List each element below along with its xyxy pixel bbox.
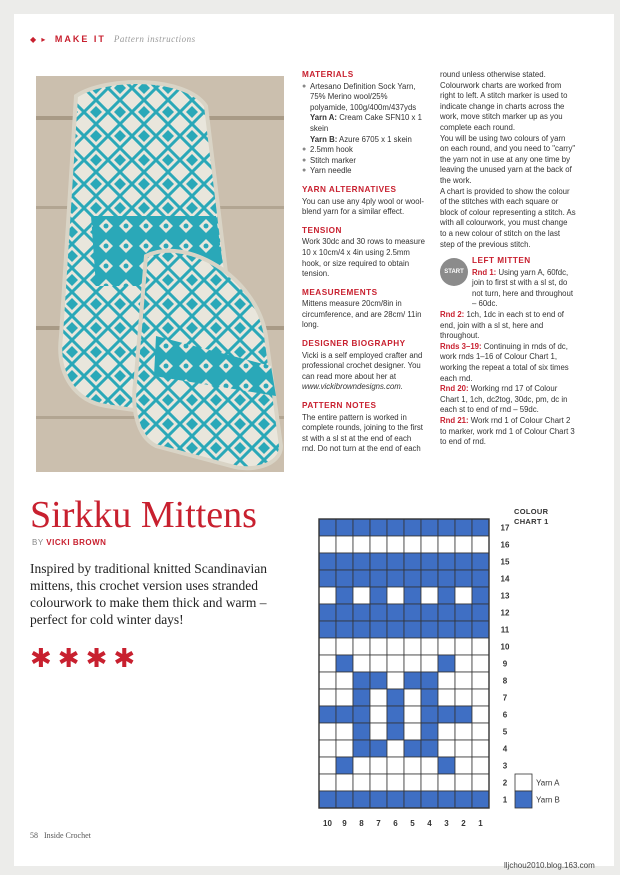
chart-cell <box>472 723 489 740</box>
chart-col-label: 8 <box>359 819 364 828</box>
chart-cell <box>370 604 387 621</box>
chart-cell <box>353 587 370 604</box>
materials-yarn-a <box>302 113 426 134</box>
chart-row-label: 16 <box>500 540 510 550</box>
chart-cell <box>353 536 370 553</box>
chart-cell <box>472 774 489 791</box>
chart-cell <box>438 723 455 740</box>
chart-title-line1: COLOUR <box>514 507 549 516</box>
mitten-photo-icon <box>36 76 284 472</box>
chart-cell <box>438 638 455 655</box>
chart-cell <box>387 791 404 808</box>
chart-row-label: 4 <box>502 744 508 754</box>
chart-cell <box>455 604 472 621</box>
chart-row-label: 9 <box>502 659 508 669</box>
round-label: Rnd 21: <box>440 416 469 425</box>
chart-cell <box>404 587 421 604</box>
chart-cell <box>438 791 455 808</box>
chart-cell <box>421 706 438 723</box>
chart-cell <box>472 621 489 638</box>
chart-cell <box>353 723 370 740</box>
tension-text: Work 30dc and 30 rows to measure 10 x 10cm/4 x 4in using 2.5mm hook, or size required to obtain tension. <box>302 237 425 279</box>
materials-yarn-b <box>302 135 426 146</box>
chart-cell <box>404 672 421 689</box>
chart-cell <box>353 757 370 774</box>
chart-cell <box>336 519 353 536</box>
chart-cell <box>370 587 387 604</box>
chart-cell <box>387 604 404 621</box>
chart-cell <box>353 638 370 655</box>
chart-cell <box>336 553 353 570</box>
chart-cell <box>370 689 387 706</box>
byline-prefix: BY <box>32 538 44 547</box>
chart-cell <box>438 570 455 587</box>
chart-cell <box>387 553 404 570</box>
chart-row-label: 15 <box>500 557 510 567</box>
chart-cell <box>353 689 370 706</box>
round-item <box>440 416 576 448</box>
folio <box>30 831 91 840</box>
chart-cell <box>319 774 336 791</box>
chart-cell <box>319 621 336 638</box>
chart-cell <box>319 740 336 757</box>
colour-chart <box>303 505 593 840</box>
round-label: Rnd 1: <box>472 267 497 277</box>
chart-cell <box>319 655 336 672</box>
chart-cell <box>404 689 421 706</box>
chart-cell <box>353 740 370 757</box>
notes-text-1: The entire pattern is worked in complete rounds, joining to the first st with a sl st at the end of each rnd. Do not turn at the end of each <box>302 412 423 454</box>
chart-cell <box>353 519 370 536</box>
bio-body: Vicki is a self employed crafter and professional crochet designer. You can read more about her at <box>302 350 423 381</box>
chart-cell <box>438 604 455 621</box>
round-item <box>472 268 576 310</box>
chart-cell <box>336 740 353 757</box>
measurements-heading: MEASUREMENTS <box>302 287 378 297</box>
chart-cell <box>404 570 421 587</box>
chart-cell <box>387 757 404 774</box>
yarn-a-label: Yarn A: <box>310 113 338 123</box>
chart-cell <box>455 536 472 553</box>
chart-cell <box>370 723 387 740</box>
chart-cell <box>472 536 489 553</box>
chart-cell <box>336 672 353 689</box>
chart-cell <box>472 604 489 621</box>
chart-cell <box>319 723 336 740</box>
chart-row-label: 5 <box>502 727 508 737</box>
chart-cell <box>421 519 438 536</box>
chart-cell <box>319 536 336 553</box>
measurements-text: Mittens measure 20cm/8in in circumference, and are 28cm/ 11in long. <box>302 299 422 330</box>
chart-row-label: 2 <box>502 778 508 788</box>
notes-text-3: You will be using two colours of yarn on each round, and you need to "carry" the yarn not in use at any one time by leaving the unused yarn at the back of the work. <box>440 133 576 185</box>
chart-cell <box>421 536 438 553</box>
materials-yarn-text: Artesano Definition Sock Yarn, 75% Merino wool/25% polyamide, 100g/400m/437yds <box>310 81 417 112</box>
chart-row-label: 17 <box>500 523 510 533</box>
chart-cell <box>421 672 438 689</box>
round-label: Rnd 2: <box>440 310 465 320</box>
chart-cell <box>404 655 421 672</box>
chart-cell <box>455 570 472 587</box>
watermark: lljchou2010.blog.163.com <box>504 861 595 870</box>
chart-cell <box>370 553 387 570</box>
chart-cell <box>387 672 404 689</box>
chart-cell <box>404 519 421 536</box>
chart-cell <box>370 570 387 587</box>
chart-cell <box>455 774 472 791</box>
star-icon: ✱ <box>85 643 108 673</box>
chart-cell <box>336 689 353 706</box>
chart-row-label: 3 <box>502 761 508 771</box>
page-title: Sirkku Mittens <box>30 494 257 536</box>
chart-row-label: 11 <box>500 625 510 635</box>
chart-cell <box>404 621 421 638</box>
chart-cell <box>353 672 370 689</box>
byline <box>32 538 106 547</box>
section-subtitle: Pattern instructions <box>113 34 196 44</box>
chart-row-label: 6 <box>502 710 508 720</box>
chart-cell <box>370 621 387 638</box>
chart-cell <box>336 723 353 740</box>
chart-cell <box>455 519 472 536</box>
chart-cell <box>387 519 404 536</box>
chart-row-label: 8 <box>502 676 508 686</box>
chart-cell <box>421 689 438 706</box>
bio-heading: DESIGNER BIOGRAPHY <box>302 339 406 349</box>
chart-col-label: 4 <box>427 819 432 828</box>
round-item <box>440 384 576 416</box>
intro-text: Inspired by traditional knitted Scandinavian mittens, this crochet version uses stranded colourwork to make them thick and warm – perfect for cold winter days! <box>30 561 267 627</box>
section-header <box>30 34 196 44</box>
chart-cell <box>370 774 387 791</box>
chart-cell <box>421 570 438 587</box>
colour-chart-svg <box>303 505 593 835</box>
chart-cell <box>455 757 472 774</box>
chart-cell <box>421 621 438 638</box>
chart-col-label: 2 <box>461 819 466 828</box>
notes-heading: PATTERN NOTES <box>302 401 377 411</box>
chart-col-label: 7 <box>376 819 381 828</box>
chart-cell <box>370 519 387 536</box>
chart-cell <box>387 706 404 723</box>
chart-cell <box>404 774 421 791</box>
chart-cell <box>455 723 472 740</box>
round-text: 1ch, 1dc in each st to end of end, join with a sl st, here and throughout. <box>440 310 564 341</box>
legend-swatch <box>515 791 532 808</box>
chart-cell <box>387 587 404 604</box>
chart-cell <box>455 638 472 655</box>
chart-cell <box>370 740 387 757</box>
chart-cell <box>319 570 336 587</box>
chart-row-label: 1 <box>502 795 508 805</box>
chart-cell <box>438 672 455 689</box>
tension-heading: TENSION <box>302 225 342 235</box>
left-mitten-heading: LEFT MITTEN <box>472 256 531 266</box>
difficulty-rating <box>30 645 135 671</box>
materials-needle: ● Yarn needle <box>302 166 426 177</box>
alternatives-text: You can use any 4ply wool or wool-blend yarn for a similar effect. <box>302 196 424 217</box>
materials-marker: ● Stitch marker <box>302 156 426 167</box>
round-text: Using yarn A, 60fdc, join to first st with a sl st, do not turn, here and throughout – 60dc. <box>472 267 574 309</box>
chart-cell <box>336 638 353 655</box>
chart-cell <box>472 587 489 604</box>
chart-row-label: 7 <box>502 693 508 703</box>
chart-cell <box>438 757 455 774</box>
magazine-name: Inside Crochet <box>44 831 91 840</box>
materials-list <box>302 82 426 177</box>
chart-col-label: 6 <box>393 819 398 828</box>
chart-col-label: 5 <box>410 819 415 828</box>
rounds-list-cont <box>440 310 576 448</box>
materials-heading: MATERIALS <box>302 70 354 79</box>
chart-cell <box>421 638 438 655</box>
chart-cell <box>438 621 455 638</box>
chart-cell <box>421 740 438 757</box>
chart-cell <box>319 519 336 536</box>
chart-cell <box>387 638 404 655</box>
section-label: MAKE IT <box>54 34 106 44</box>
chart-cell <box>387 689 404 706</box>
column-2 <box>440 70 576 448</box>
yarn-b-text: Azure 6705 x 1 skein <box>339 134 412 144</box>
chart-row-label: 14 <box>500 574 510 584</box>
chart-col-label: 1 <box>478 819 483 828</box>
materials-hook: ● 2.5mm hook <box>302 145 426 156</box>
chart-cell <box>353 604 370 621</box>
chart-cell <box>387 774 404 791</box>
chart-cell <box>336 791 353 808</box>
chart-cell <box>319 706 336 723</box>
chart-cell <box>404 604 421 621</box>
chart-cell <box>421 723 438 740</box>
chart-cell <box>472 655 489 672</box>
chart-cell <box>421 655 438 672</box>
chart-cell <box>370 757 387 774</box>
chart-cell <box>472 672 489 689</box>
chart-cell <box>370 536 387 553</box>
rounds-list <box>472 268 576 310</box>
chart-cell <box>353 621 370 638</box>
chart-cell <box>472 553 489 570</box>
chart-cell <box>336 604 353 621</box>
notes-text-4: A chart is provided to show the colour of the stitches with each square or block of colour representing a stitch. As with all colourwork, you must change to a new colour of stitch on the last step of the previous stitch. <box>440 186 576 249</box>
chart-cell <box>438 655 455 672</box>
chart-cell <box>319 553 336 570</box>
chart-cell <box>438 740 455 757</box>
chart-cell <box>319 587 336 604</box>
chart-cell <box>404 536 421 553</box>
chart-cell <box>472 570 489 587</box>
round-item <box>440 310 576 342</box>
chart-cell <box>438 553 455 570</box>
chart-cell <box>370 706 387 723</box>
round-text: Working rnd 17 of Colour Chart 1, 1ch, dc2tog, 30dc, pm, dc in each st to end of rnd – 59dc. <box>440 384 568 415</box>
chart-cell <box>336 587 353 604</box>
bio-text <box>302 351 426 393</box>
chart-cell <box>387 723 404 740</box>
page-number: 58 <box>30 831 38 840</box>
chart-cell <box>438 519 455 536</box>
chart-cell <box>455 655 472 672</box>
arrows-icon: ◆ ▸ <box>30 35 47 44</box>
chart-cell <box>438 706 455 723</box>
chart-cell <box>404 706 421 723</box>
chart-col-label: 3 <box>444 819 449 828</box>
chart-col-label: 10 <box>323 819 332 828</box>
star-icon: ✱ <box>113 643 136 673</box>
star-icon: ✱ <box>30 643 52 673</box>
star-icon: ✱ <box>57 643 80 673</box>
chart-cell <box>472 638 489 655</box>
legend-label: Yarn A <box>536 778 560 788</box>
chart-cell <box>455 672 472 689</box>
chart-title-line2: CHART 1 <box>514 517 549 526</box>
chart-cell <box>353 791 370 808</box>
chart-cell <box>421 553 438 570</box>
chart-cell <box>421 791 438 808</box>
chart-cell <box>336 774 353 791</box>
chart-cell <box>370 672 387 689</box>
round-label: Rnd 20: <box>440 384 469 394</box>
chart-cell <box>353 774 370 791</box>
notes-text-2: round unless otherwise stated. Colourwork charts are worked from right to left. A stitch marker is used to indicate change in charts across the work, move stitch marker up as you complete each round. <box>440 70 568 132</box>
chart-cell <box>404 723 421 740</box>
chart-cell <box>421 774 438 791</box>
start-badge: START <box>440 258 468 286</box>
materials-yarn <box>302 82 426 114</box>
chart-cell <box>472 757 489 774</box>
chart-cell <box>319 791 336 808</box>
chart-cell <box>455 791 472 808</box>
mitten-photo <box>36 76 284 472</box>
chart-cell <box>404 638 421 655</box>
chart-cell <box>438 536 455 553</box>
chart-cell <box>472 791 489 808</box>
chart-cell <box>455 706 472 723</box>
round-label: Rnds 3–19: <box>440 341 482 351</box>
chart-cell <box>336 757 353 774</box>
chart-cell <box>421 587 438 604</box>
chart-cell <box>472 689 489 706</box>
chart-cell <box>421 757 438 774</box>
chart-cell <box>319 638 336 655</box>
chart-cell <box>472 740 489 757</box>
chart-cell <box>421 604 438 621</box>
round-text: Continuing in rnds of dc, work rnds 1–16 of Colour Chart 1, working the repeat a total of six times each rnd. <box>440 341 569 383</box>
chart-cell <box>472 519 489 536</box>
chart-cell <box>455 740 472 757</box>
chart-cell <box>455 621 472 638</box>
chart-cell <box>319 689 336 706</box>
legend-label: Yarn B <box>536 795 560 805</box>
round-text: Work rnd 1 of Colour Chart 2 to marker, work rnd 1 of Colour Chart 3 to end of rnd. <box>440 416 575 447</box>
chart-cell <box>319 604 336 621</box>
chart-row-label: 12 <box>500 608 510 618</box>
chart-cell <box>455 553 472 570</box>
column-1 <box>302 70 426 455</box>
legend-swatch <box>515 774 532 791</box>
chart-col-label: 9 <box>342 819 347 828</box>
chart-cell <box>404 740 421 757</box>
chart-cell <box>336 570 353 587</box>
chart-cell <box>353 706 370 723</box>
chart-row-label: 13 <box>500 591 510 601</box>
byline-author: VICKI BROWN <box>46 538 107 547</box>
chart-cell <box>438 587 455 604</box>
chart-cell <box>387 536 404 553</box>
chart-cell <box>370 791 387 808</box>
bio-url: www.vickibrowndesigns.com. <box>302 382 403 392</box>
chart-cell <box>353 655 370 672</box>
chart-cell <box>387 740 404 757</box>
chart-cell <box>336 655 353 672</box>
chart-cell <box>353 553 370 570</box>
left-mitten-content <box>472 256 576 310</box>
alternatives-heading: YARN ALTERNATIVES <box>302 184 397 194</box>
chart-cell <box>370 655 387 672</box>
chart-cell <box>353 570 370 587</box>
chart-cell <box>404 791 421 808</box>
chart-cell <box>455 587 472 604</box>
chart-cell <box>370 638 387 655</box>
chart-cell <box>438 689 455 706</box>
chart-cell <box>438 774 455 791</box>
chart-cell <box>387 655 404 672</box>
chart-cell <box>387 621 404 638</box>
yarn-b-label: Yarn B: <box>310 134 338 144</box>
yarn-a-text: Cream Cake SFN10 x 1 skein <box>310 113 422 133</box>
chart-cell <box>336 706 353 723</box>
left-mitten-section <box>440 256 576 310</box>
chart-cell <box>455 689 472 706</box>
chart-row-label: 10 <box>500 642 510 652</box>
chart-cell <box>336 621 353 638</box>
chart-cell <box>387 570 404 587</box>
chart-cell <box>404 757 421 774</box>
round-item <box>440 342 576 384</box>
chart-cell <box>336 536 353 553</box>
chart-cell <box>319 672 336 689</box>
chart-cell <box>472 706 489 723</box>
chart-cell <box>404 553 421 570</box>
chart-cell <box>319 757 336 774</box>
